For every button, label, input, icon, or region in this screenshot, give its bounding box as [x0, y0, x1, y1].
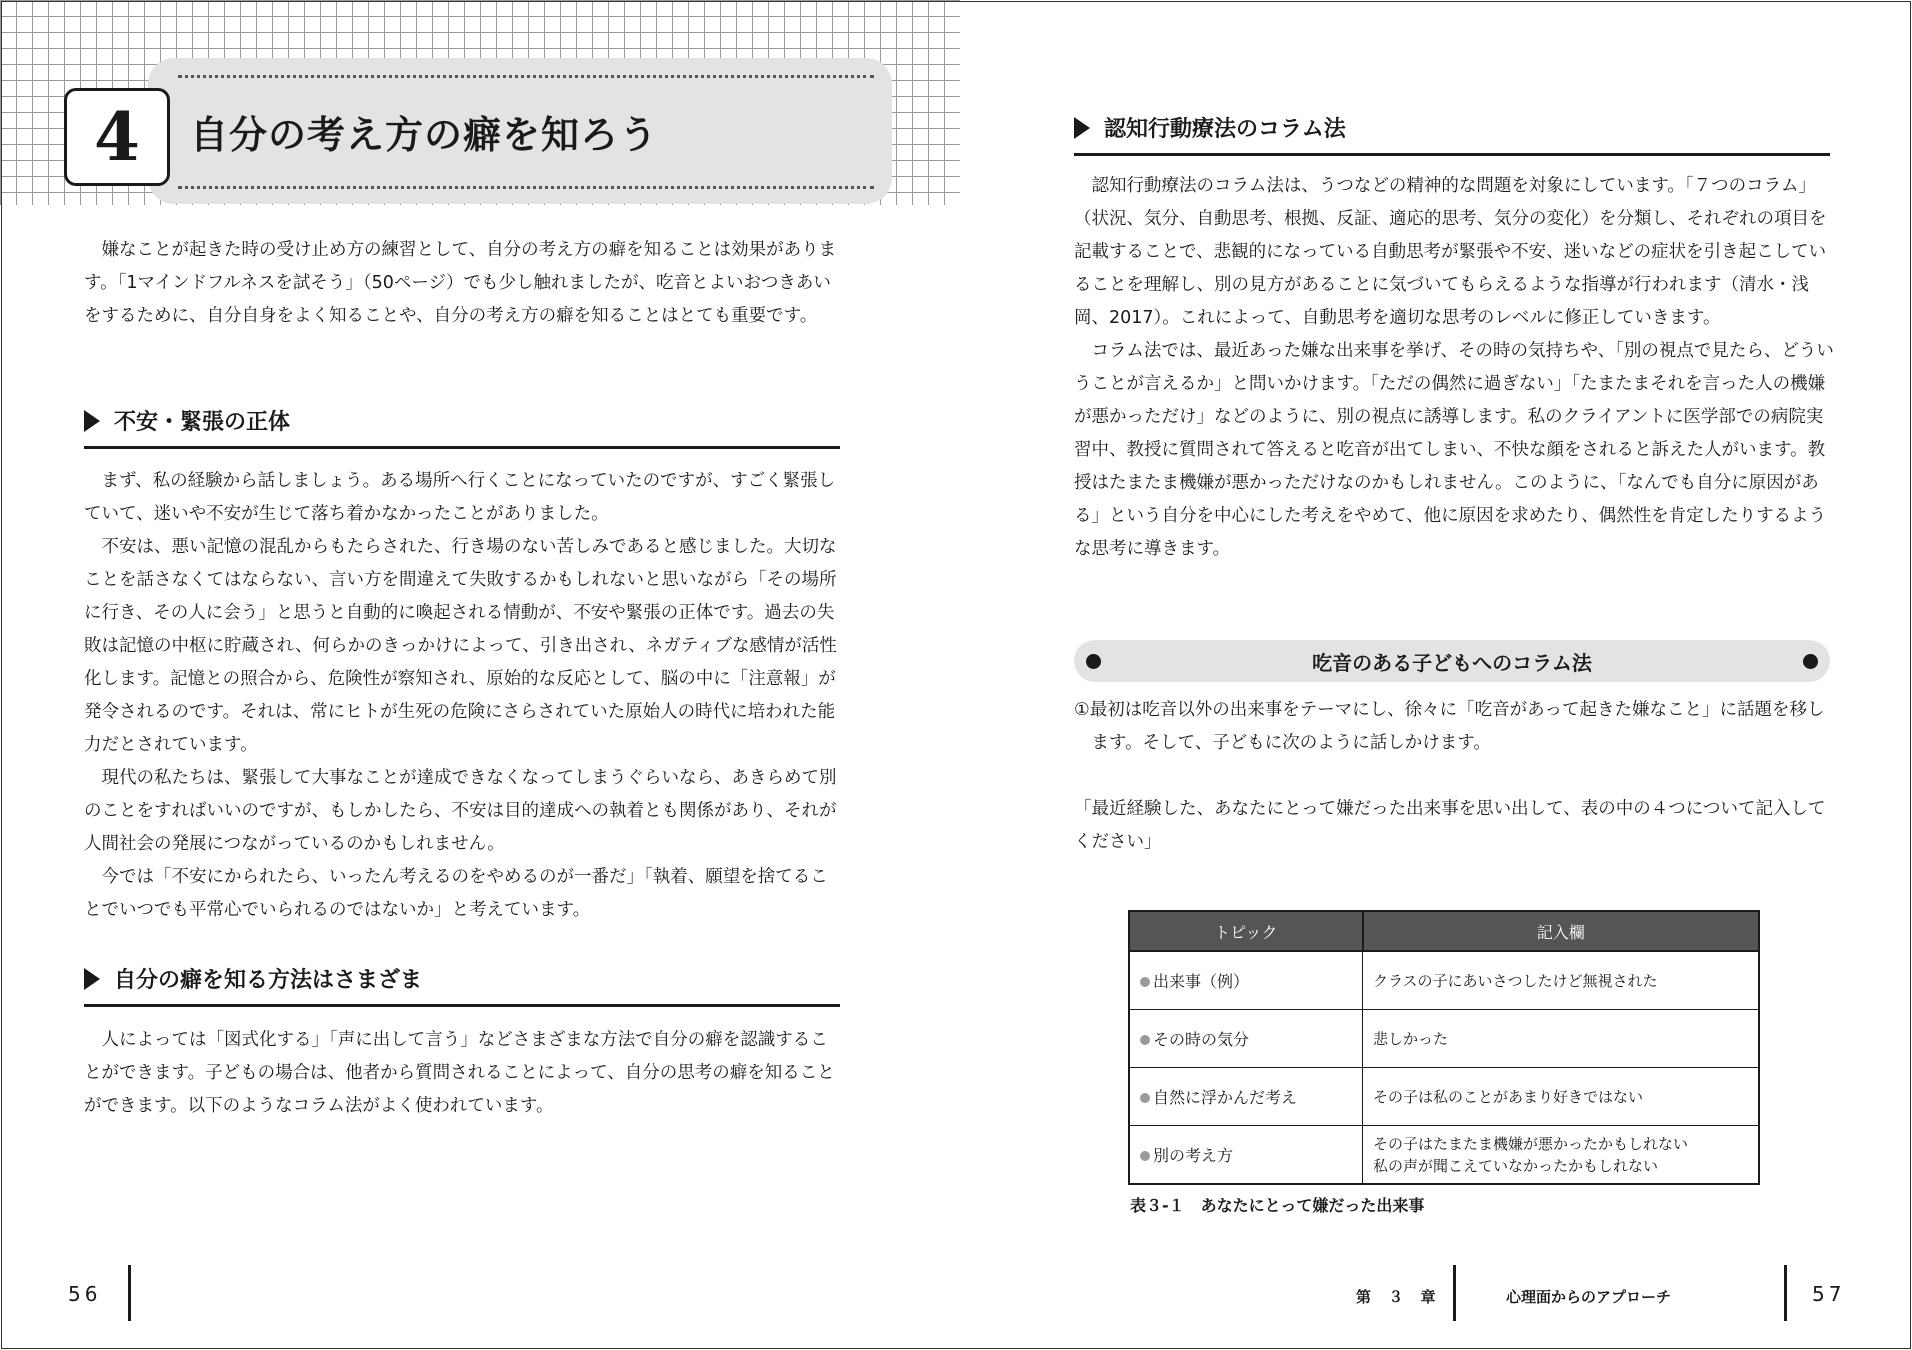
section-heading-column-method: [1074, 112, 1830, 156]
section-anxiety-text: [84, 465, 844, 927]
entry-cell: 悲しかった: [1363, 1010, 1760, 1068]
instruction-quote: 「最近経験した、あなたにとって嫌だった出来事を思い出して、表の中の４つについて記入してください」: [1074, 799, 1826, 852]
table-row: [1129, 1126, 1759, 1185]
gray-bullet-icon: [1140, 977, 1150, 987]
intro-paragraph: 嫌なことが起きた時の受け止め方の練習として、自分の考え方の癖を知ることは効果があります。「1マインドフルネスを試そう」（50ページ）でも少し触れましたが、吃音とよいおつきあいをするために、自分自身をよく知ることや、自分の考え方の癖を知ることはとても重要です。: [84, 240, 837, 326]
footer-divider-middle: [1453, 1265, 1456, 1321]
section-heading-anxiety: [84, 405, 840, 449]
box-text: [1074, 694, 1834, 859]
bullet-dot-icon: [1086, 654, 1101, 669]
footer-divider-left: [128, 1265, 131, 1321]
chapter-title: 自分の考え方の癖を知ろう: [190, 113, 659, 157]
footer-divider-right: [1784, 1265, 1787, 1321]
paragraph: 不安は、悪い記憶の混乱からもたらされた、行き場のない苦しみであると感じました。大切なことを話さなくてはならない、言い方を間違えて失敗するかもしれないと思いながら「その場所に行き、その人に会う」と思うと自動的に喚起される情動が、不安や緊張の正体です。過去の失敗は記憶の中枢に貯蔵され、何らかのきっかけによって、引き出され、ネガティブな感情が活性化します。記憶との照合から、危険性が察知され、原始的な反応として、脳の中に「注意報」が発令されるのです。それは、常にヒトが生死の危険にさらされていた原始人の時代に培われた能力だとされています。: [84, 537, 837, 755]
box-heading-label: 吃音のある子どもへのコラム法: [1312, 650, 1592, 675]
box-heading: [1074, 640, 1830, 682]
table-row: [1129, 951, 1759, 1010]
paragraph: 認知行動療法のコラム法は、うつなどの精神的な問題を対象にしています。「７つのコラム」（状況、気分、自動思考、根拠、反証、適応的思考、気分の変化）を分類し、それぞれの項目を記載することで、悲観的になっている自動思考が緊張や不安、迷いなどの症状を引き起こしていることを理解し、別の見方があることに気づいてもらえるような指導が行われます（清水・浅岡、2017）。これによって、自動思考を適切な思考のレベルに修正していきます。: [1074, 176, 1827, 328]
table-row: [1129, 1010, 1759, 1068]
gray-bullet-icon: [1140, 1035, 1150, 1045]
gray-bullet-icon: [1140, 1151, 1150, 1161]
section-methods-text: [84, 1024, 844, 1123]
gray-bullet-icon: [1140, 1093, 1150, 1103]
topic-label: その時の気分: [1153, 1030, 1250, 1049]
paragraph: まず、私の経験から話しましょう。ある場所へ行くことになっていたのですが、すごく緊張していて、迷いや不安が生じて落ち着かなかったことがありました。: [84, 471, 836, 524]
section-heading-methods: [84, 963, 840, 1007]
entry-cell: [1363, 1126, 1760, 1185]
step-one: ①最初は吃音以外の出来事をテーマにし、徐々に「吃音があって起きた嫌なこと」に話題を移します。そして、子どもに次のように話しかけます。: [1074, 700, 1825, 753]
topic-cell: [1129, 1126, 1363, 1185]
footer-chapter-label: 第 ３ 章: [1356, 1288, 1442, 1306]
event-table: [1128, 910, 1760, 1185]
entry-cell: クラスの子にあいさつしたけど無視された: [1363, 951, 1760, 1010]
triangle-bullet-icon: [1074, 117, 1090, 139]
paragraph: 現代の私たちは、緊張して大事なことが達成できなくなってしまうぐらいなら、あきらめて別のことをすればいいのですが、もしかしたら、不安は目的達成への執着とも関係があり、それが人間社会の発展につながっているのかもしれません。: [84, 768, 837, 854]
page-number-right: 57: [1812, 1282, 1846, 1306]
table-caption: 表３-１ あなたにとって嫌だった出来事: [1130, 1196, 1425, 1215]
dotted-rule-top: [178, 75, 874, 78]
chapter-number: 4: [64, 88, 170, 186]
section-heading-label: 認知行動療法のコラム法: [1104, 117, 1346, 142]
triangle-bullet-icon: [84, 968, 100, 990]
topic-label: 別の考え方: [1153, 1146, 1234, 1165]
triangle-bullet-icon: [84, 410, 100, 432]
entry-line: その子はたまたま機嫌が悪かったかもしれない: [1373, 1134, 1689, 1153]
page-number-left: 56: [68, 1282, 102, 1306]
paragraph: コラム法では、最近あった嫌な出来事を挙げ、その時の気持ちや、「別の視点で見たら、どういうことが言えるか」と問いかけます。「ただの偶然に過ぎない」「たまたまそれを言った人の機嫌が悪かっただけ」などのように、別の視点に誘導します。私のクライアントに医学部での病院実習中、教授に質問されて答えると吃音が出てしまい、不快な顔をされると訴えた人がいます。教授はたまたま機嫌が悪かっただけなのかもしれません。このように、「なんでも自分に原因がある」という自分を中心にした考えをやめて、他に原因を求めたり、偶然性を肯定したりするような思考に導きます。: [1074, 341, 1834, 559]
section-heading-label: 不安・緊張の正体: [114, 410, 291, 435]
entry-line: 私の声が聞こえていなかったかもしれない: [1373, 1156, 1659, 1175]
topic-cell: [1129, 951, 1363, 1010]
topic-label: 自然に浮かんだ考え: [1153, 1088, 1298, 1107]
intro-text: [84, 234, 844, 333]
paragraph: 今では「不安にかられたら、いったん考えるのをやめるのが一番だ」「執着、願望を捨てることでいつでも平常心でいられるのではないか」と考えています。: [84, 867, 828, 920]
section-heading-label: 自分の癖を知る方法はさまざま: [114, 968, 423, 993]
topic-cell: [1129, 1068, 1363, 1126]
table-row: [1129, 1068, 1759, 1126]
table-header-topic: トピック: [1129, 911, 1363, 951]
table-header-entry: 記入欄: [1363, 911, 1760, 951]
paragraph: 人によっては「図式化する」「声に出して言う」などさまざまな方法で自分の癖を認識することができます。子どもの場合は、他者から質問されることによって、自分の思考の癖を知ることができます。以下のようなコラム法がよく使われています。: [84, 1030, 835, 1116]
footer-chapter-title: 心理面からのアプローチ: [1506, 1288, 1672, 1306]
entry-cell: その子は私のことがあまり好きではない: [1363, 1068, 1760, 1126]
dotted-rule-bottom: [178, 186, 874, 189]
topic-cell: [1129, 1010, 1363, 1068]
topic-label: 出来事（例）: [1153, 972, 1250, 991]
section-column-method-text: [1074, 170, 1834, 566]
bullet-dot-icon: [1803, 654, 1818, 669]
